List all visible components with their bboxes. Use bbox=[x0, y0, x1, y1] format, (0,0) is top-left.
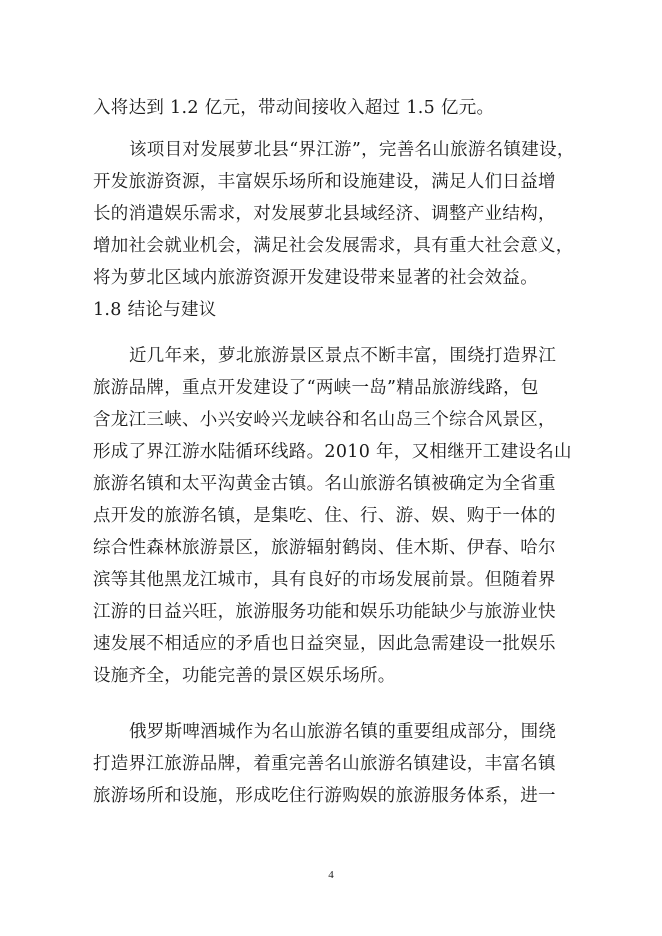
page-number: 4 bbox=[328, 869, 334, 881]
text-line: 该项目对发展萝北县“界江游”，完善名山旅游名镇建设， bbox=[129, 140, 575, 160]
text-line: 打造界江旅游品牌，着重完善名山旅游名镇建设，丰富名镇 bbox=[93, 754, 556, 774]
text-line: 增加社会就业机会，满足社会发展需求，具有重大社会意义， bbox=[93, 236, 574, 256]
text-line: 设施齐全，功能完善的景区娱乐场所。 bbox=[93, 666, 396, 686]
section-heading: 1.8 结论与建议 bbox=[93, 300, 217, 320]
text-line: 入将达到 1.2 亿元，带动间接收入超过 1.5 亿元。 bbox=[93, 98, 495, 118]
text-line: 旅游品牌，重点开发建设了“两峡一岛”精品旅游线路，包 bbox=[93, 378, 539, 398]
text-line: 近几年来，萝北旅游景区景点不断丰富，围绕打造界江 bbox=[129, 346, 557, 366]
text-line: 江游的日益兴旺，旅游服务功能和娱乐功能缺少与旅游业快 bbox=[93, 602, 556, 622]
text-line: 含龙江三峡、小兴安岭兴龙峡谷和名山岛三个综合风景区， bbox=[93, 410, 556, 430]
text-line: 旅游名镇和太平沟黄金古镇。名山旅游名镇被确定为全省重 bbox=[93, 474, 556, 494]
text-line: 速发展不相适应的矛盾也日益突显，因此急需建设一批娱乐 bbox=[93, 634, 556, 654]
text-line: 点开发的旅游名镇，是集吃、住、行、游、娱、购于一体的 bbox=[93, 506, 556, 526]
text-line: 形成了界江游水陆循环线路。2010 年，又相继开工建设名山 bbox=[93, 442, 572, 462]
text-line: 俄罗斯啤酒城作为名山旅游名镇的重要组成部分，围绕 bbox=[129, 722, 557, 742]
text-line: 开发旅游资源，丰富娱乐场所和设施建设，满足人们日益增 bbox=[93, 172, 556, 192]
text-line: 滨等其他黑龙江城市，具有良好的市场发展前景。但随着界 bbox=[93, 570, 556, 590]
text-line: 将为萝北区域内旅游资源开发建设带来显著的社会效益。 bbox=[93, 268, 538, 288]
text-line: 长的消遣娱乐需求，对发展萝北县域经济、调整产业结构， bbox=[93, 204, 556, 224]
text-line: 旅游场所和设施，形成吃住行游购娱的旅游服务体系，进一 bbox=[93, 786, 556, 806]
text-line: 综合性森林旅游景区，旅游辐射鹤岗、佳木斯、伊春、哈尔 bbox=[93, 538, 556, 558]
